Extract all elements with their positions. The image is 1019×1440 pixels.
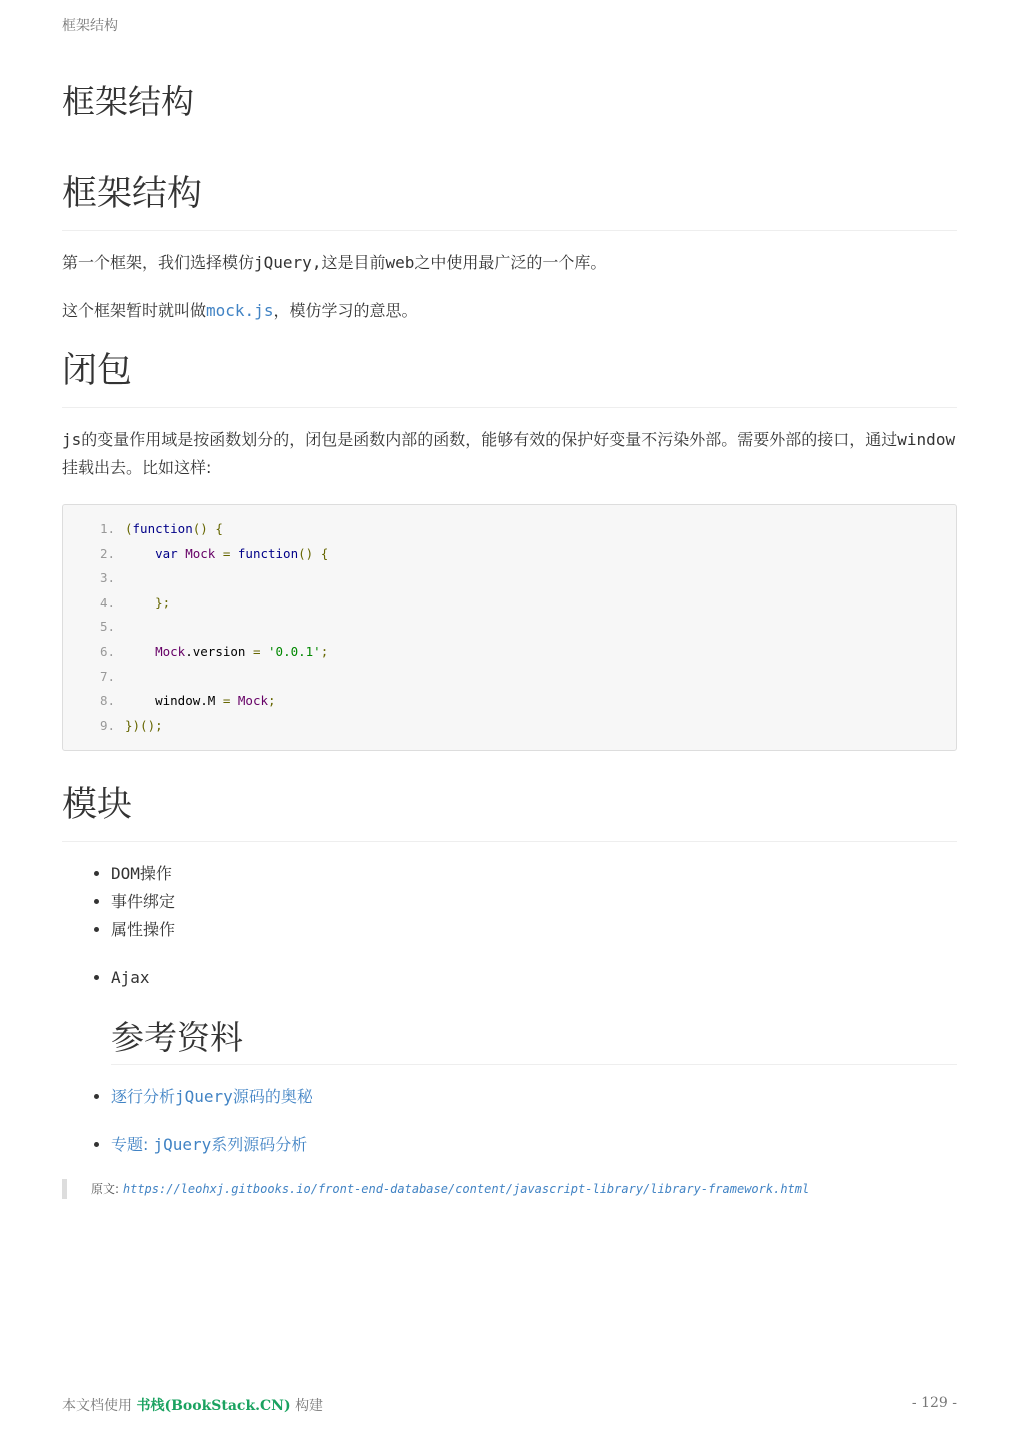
source-label: 原文: [91,1182,120,1197]
list-item: • DOM操作 [111,860,957,888]
heading-closure: 闭包 [62,343,957,408]
code-line: 8. window.M = Mock; [99,693,276,709]
code-line: 1. (function() { [99,521,223,536]
list-item: • 属性操作 [111,916,957,944]
main-content [62,166,957,1199]
code-line: 7. [99,668,115,684]
footer-credit: 本文档使用 书栈(BookStack.CN) 构建 [62,1398,324,1414]
code-line: 3. [99,570,115,586]
paragraph-framework-intro: 第一个框架，我们选择模仿jQuery,这是目前web之中使用最广泛的一个库。 [62,253,607,272]
references-list-2 [62,1131,957,1159]
bookstack-brand-link[interactable]: 书栈(BookStack.CN) [136,1398,291,1414]
page-number: - 129 - [911,1395,957,1411]
list-item [111,1083,957,1111]
references-list [62,1083,957,1111]
modules-list [62,860,957,944]
code-line: 2. var Mock = function() { [99,545,329,561]
ajax-list [62,964,957,1065]
code-block [62,504,957,751]
source-quote [62,1179,957,1199]
code-line: 9. })(); [99,717,163,733]
paragraph-framework-name: 这个框架暂时就叫做mock.js，模仿学习的意思。 [62,301,418,320]
heading-framework: 框架结构 [62,166,957,231]
mock-js-link[interactable]: mock.js [206,301,274,320]
heading-modules: 模块 [62,777,957,842]
heading-references: 参考资料 [111,1024,957,1065]
page-title: 框架结构 [62,82,194,121]
source-url-link[interactable]: https://leohxj.gitbooks.io/front-end-database/content/javascript-library/library-framework.html [122,1182,810,1197]
running-header: 框架结构 [62,18,118,34]
code-line: 6. Mock.version = '0.0.1'; [99,643,329,659]
reference-link-jquery-source[interactable]: 逐行分析jQuery源码的奥秘 [111,1087,313,1107]
code-line: 5. [99,619,115,635]
reference-link-jquery-series[interactable]: 专题: jQuery系列源码分析 [111,1135,308,1155]
code-line: 4. }; [99,594,171,610]
paragraph-closure: js的变量作用域是按函数划分的，闭包是函数内部的函数，能够有效的保护好变量不污染外部。需要外部的接口，通过window挂载出去。比如这样: [62,430,956,477]
list-item: • 事件绑定 [111,888,957,916]
list-item [111,1131,957,1159]
list-item: • Ajax 参考资料 [111,964,957,1065]
